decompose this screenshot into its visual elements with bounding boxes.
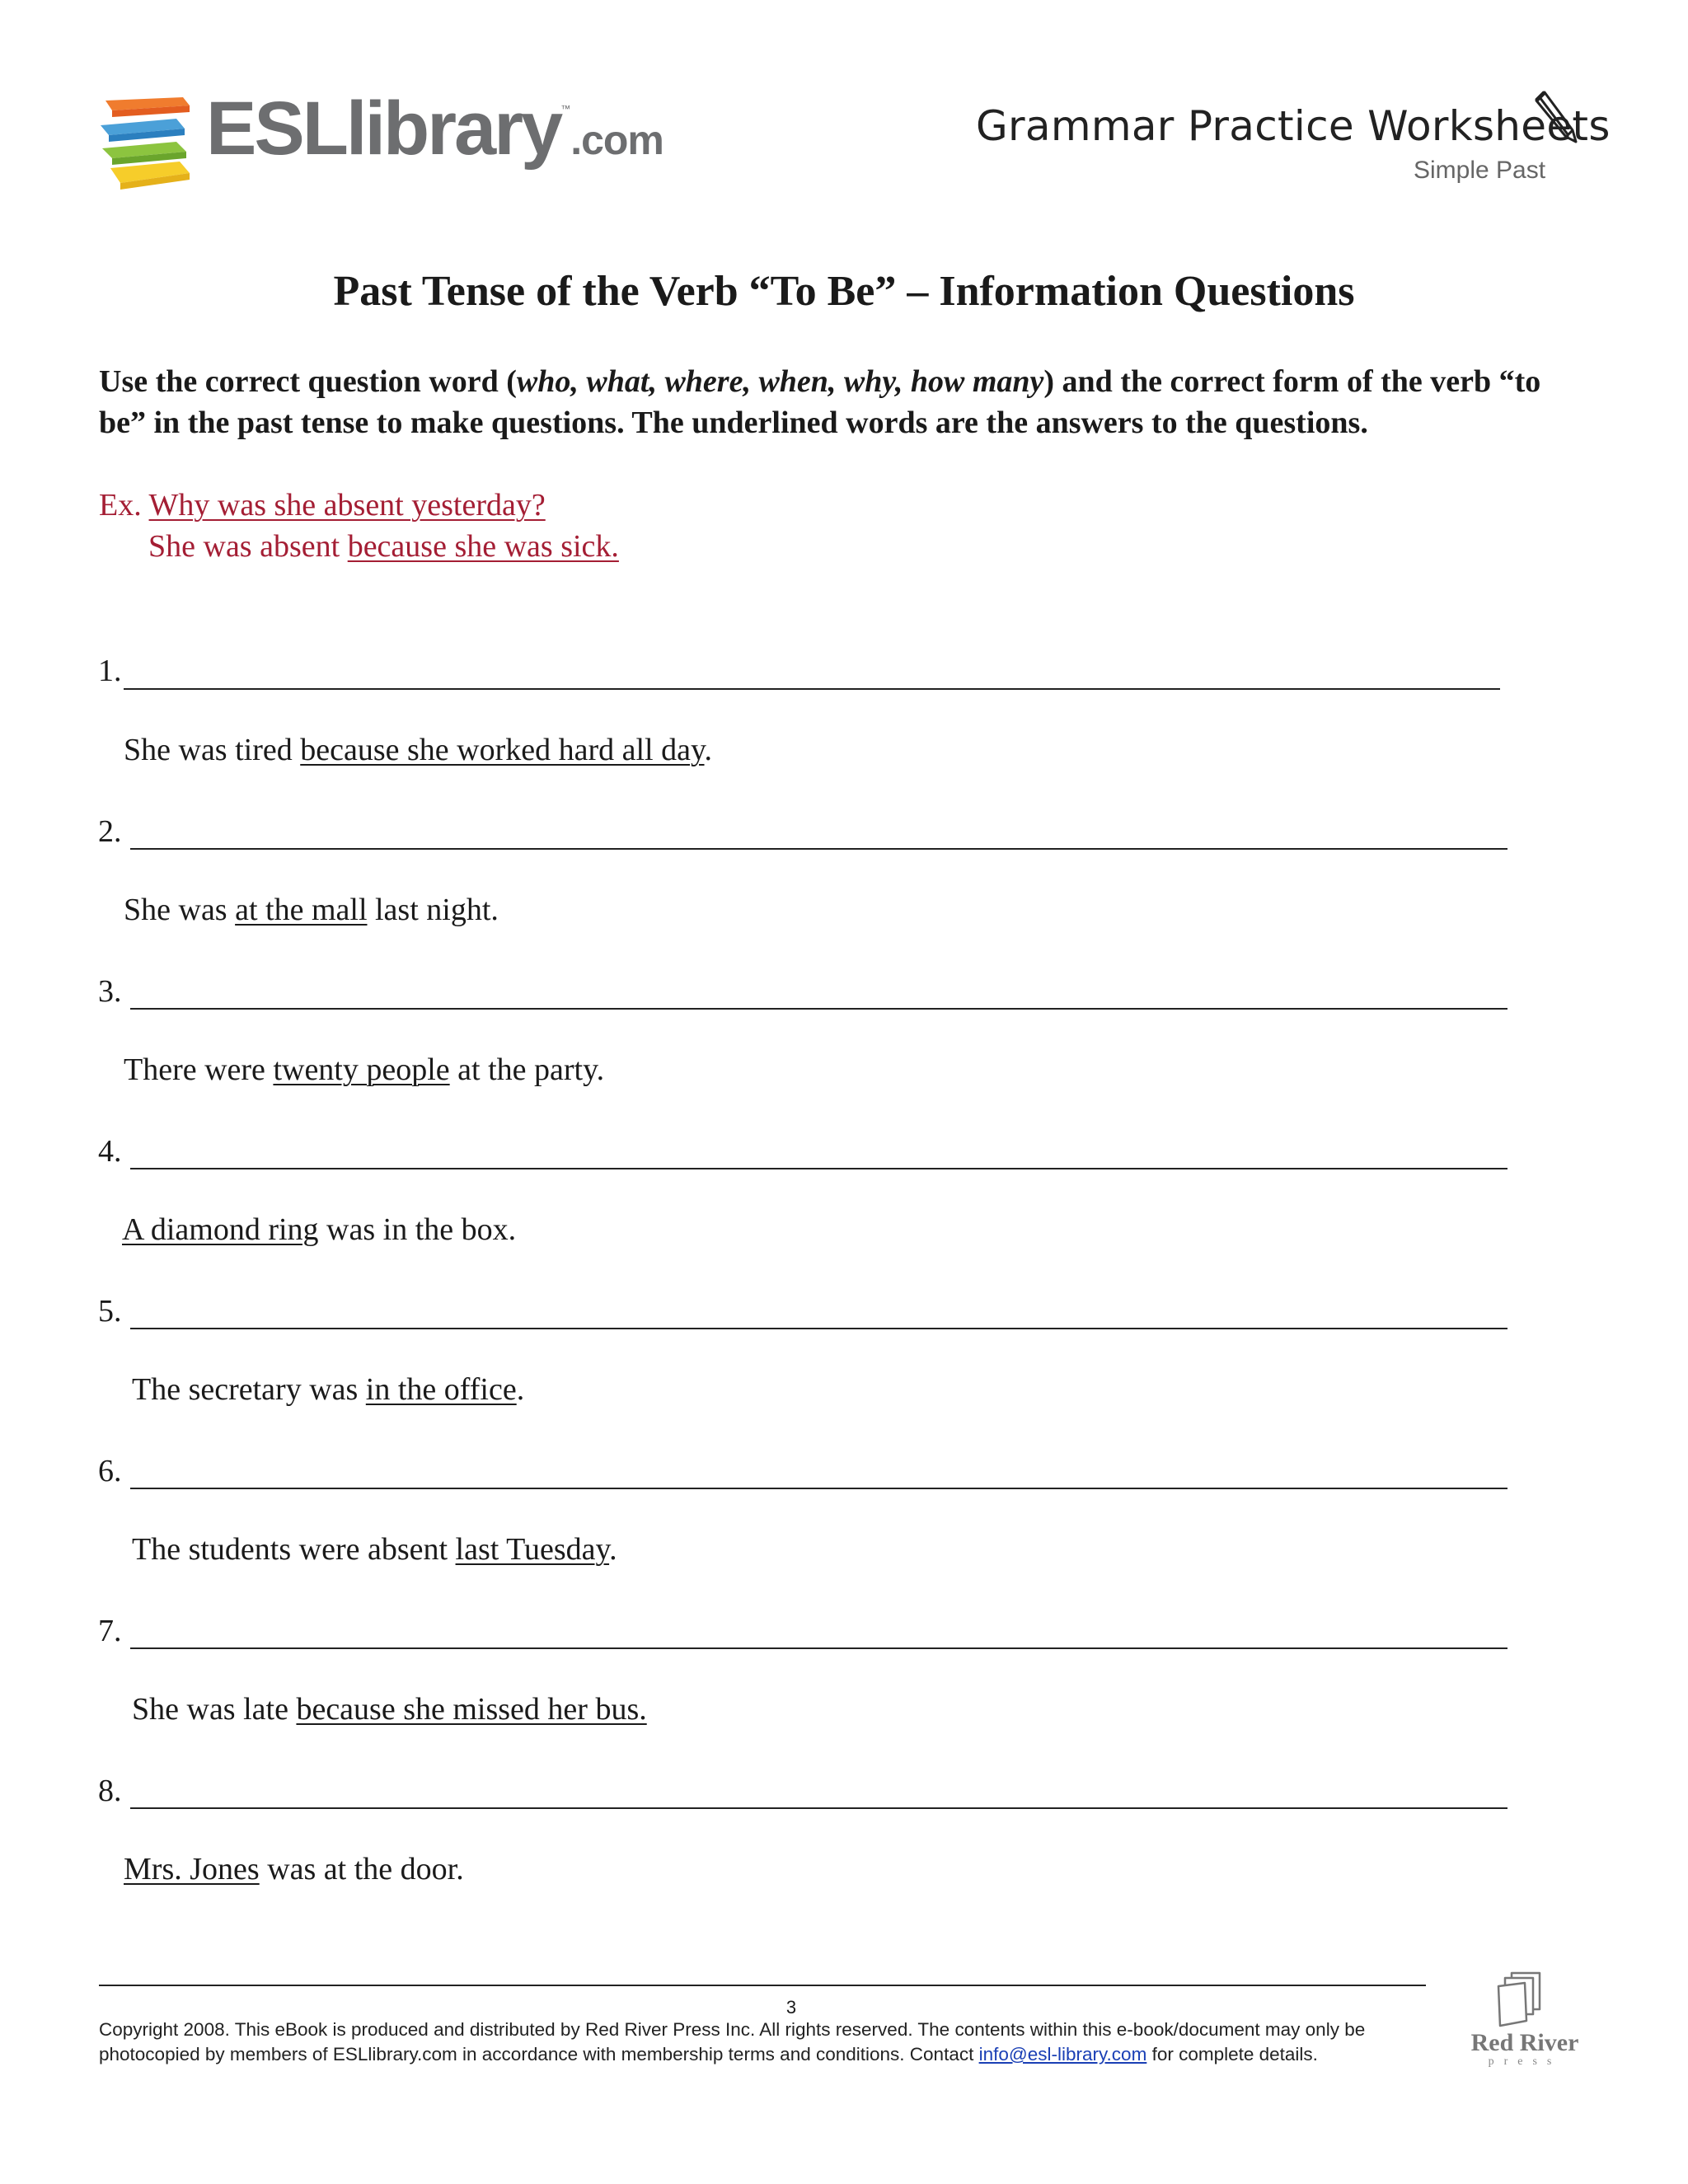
red-river-logo-text: Red River [1470, 2029, 1579, 2056]
worksheet-title: Past Tense of the Verb “To Be” – Information Questions [333, 268, 1355, 315]
example-question: Why was she absent yesterday? [148, 488, 546, 523]
pencil-icon [1531, 89, 1579, 145]
red-river-press-subtext: press [1488, 2055, 1562, 2068]
answer-sentence-1: She was tired because she worked hard all day. [124, 733, 713, 767]
question-number-1: 1. [98, 654, 122, 688]
esl-library-logo-text: ESLlibrary™.com [206, 87, 663, 171]
question-number-4: 4. [98, 1134, 122, 1169]
question-number-6: 6. [98, 1454, 122, 1488]
question-number-8: 8. [98, 1774, 122, 1808]
instructions: Use the correct question word (who, what, where, when, why, how many) and the correct form of the verb “to be” in the past tense to make questions. The underlined words are the answers to the questions. [99, 364, 1541, 440]
answer-line-5[interactable] [130, 1328, 1507, 1329]
question-number-3: 3. [98, 974, 122, 1009]
contact-email-link[interactable]: info@esl-library.com [978, 2044, 1147, 2064]
answer-sentence-2: She was at the mall last night. [124, 893, 499, 927]
question-number-5: 5. [98, 1294, 122, 1329]
example-block: Ex. Why was she absent yesterday? She was absent because she was sick. [99, 488, 619, 564]
answer-sentence-6: The students were absent last Tuesday. [132, 1532, 617, 1567]
esl-library-books-logo-icon [97, 97, 196, 190]
page-number: 3 [785, 1997, 797, 2018]
footer-divider [99, 1985, 1426, 1986]
red-river-press-pages-icon [1490, 1970, 1548, 2029]
answer-line-7[interactable] [130, 1647, 1507, 1649]
question-number-2: 2. [98, 814, 122, 849]
series-subtitle: Simple Past [1414, 157, 1546, 184]
answer-sentence-8: Mrs. Jones was at the door. [124, 1852, 464, 1886]
answer-line-3[interactable] [130, 1008, 1507, 1010]
example-label: Ex. [99, 488, 142, 523]
series-title: Grammar Practice Worksheets [976, 102, 1611, 150]
answer-sentence-7: She was late because she missed her bus. [132, 1692, 647, 1727]
question-number-7: 7. [98, 1614, 122, 1648]
answer-sentence-4: A diamond ring was in the box. [122, 1212, 517, 1247]
answer-line-8[interactable] [130, 1807, 1507, 1809]
answer-line-4[interactable] [130, 1168, 1507, 1169]
answer-line-6[interactable] [130, 1488, 1507, 1489]
answer-line-1[interactable] [124, 688, 1500, 690]
answer-sentence-5: The secretary was in the office. [132, 1372, 525, 1407]
example-answer-underlined: because she was sick. [347, 529, 619, 564]
copyright-notice: Copyright 2008. This eBook is produced and distributed by Red River Press Inc. All rights reserved. The contents within this e-book/document may only be photocopied by members of ESLlibrary.com in accordance with membership terms and conditions. Contact info@esl-library.com for complete details. [99, 2019, 1366, 2064]
answer-sentence-3: There were twenty people at the party. [124, 1052, 605, 1087]
answer-line-2[interactable] [130, 848, 1507, 850]
question-words: who, what, where, when, why, how many [516, 364, 1044, 399]
